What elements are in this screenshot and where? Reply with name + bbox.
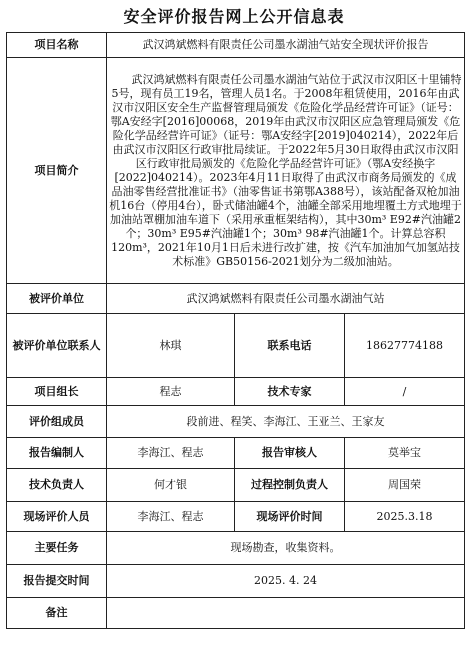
tech-label: 技术负责人 <box>7 469 107 502</box>
row-compile <box>7 438 465 469</box>
onsite-time-label: 现场评价时间 <box>235 502 345 532</box>
project-name-label: 项目名称 <box>7 33 107 58</box>
row-summary <box>7 58 465 284</box>
onsite-value: 李海江、程志 <box>107 502 235 532</box>
row-tasks <box>7 532 465 565</box>
remarks-label: 备注 <box>7 598 107 629</box>
expert-label: 技术专家 <box>235 378 345 406</box>
phone-label: 联系电话 <box>235 314 345 378</box>
info-table <box>6 32 465 629</box>
process-label: 过程控制负责人 <box>235 469 345 502</box>
project-name-value: 武汉鸿斌燃料有限责任公司墨水湖油气站安全现状评价报告 <box>107 33 465 58</box>
page-title: 安全评价报告网上公开信息表 <box>123 7 345 26</box>
process-value: 周国荣 <box>345 469 465 502</box>
phone-value: 18627774188 <box>345 314 465 378</box>
review-label: 报告审核人 <box>235 438 345 469</box>
tasks-value: 现场勘查，收集资料。 <box>107 532 465 565</box>
summary-body: 武汉鸿斌燃料有限责任公司墨水湖油气站位于武汉市汉阳区十里铺特5号，现有员工19名，管理人员1名。于2008年租赁使用，2016年由武汉市汉阳区安全生产监督管理局颁发《危险化学品经营许可证》（证号：鄂A安经字[2016]00068，2019年由武汉市汉阳区应急管理局颁发《危险化学品经营许可证》（证号：鄂A安经字[2019]040214），2022年后由武汉市汉阳区行政审批局续证。于2022年5月30日取得由武汉市汉阳区行政审批局颁发的《危险化学品经营许可证》（鄂A安经换字[2022]040214）。2023年4月11日取得了由武汉市商务局颁发的《成品油零售经营批准证书》（油零售证书第鄂A388号），该站配备双枪加油机16台（停用4台），卧式储油罐4个，油罐全部采用地埋覆土方式地埋于加油站罩棚加油车道下（采用承重框架结构），其中30m³ E92#汽油罐2个；30m³ E95#汽油罐1个；30m³ 98#汽油罐1个。计算总容积120m³，2021年10月1日后未进行改扩建，按《汽车加油加气加氢站技术标准》GB50156-2021划分为二级加油站。 <box>109 72 462 268</box>
submit-label: 报告提交时间 <box>7 565 107 598</box>
evaluated-unit-value: 武汉鸿斌燃料有限责任公司墨水湖油气站 <box>107 284 465 314</box>
review-value: 莫举宝 <box>345 438 465 469</box>
summary-text <box>107 58 465 284</box>
row-leader <box>7 378 465 406</box>
remarks-value <box>107 598 465 629</box>
row-project-name <box>7 33 465 58</box>
row-evaluated-unit <box>7 284 465 314</box>
tasks-label: 主要任务 <box>7 532 107 565</box>
compile-value: 李海江、程志 <box>107 438 235 469</box>
tech-value: 何才银 <box>107 469 235 502</box>
members-label: 评价组成员 <box>7 406 107 438</box>
submit-value: 2025. 4. 24 <box>107 565 465 598</box>
contact-value: 林琪 <box>107 314 235 378</box>
row-submit <box>7 565 465 598</box>
leader-label: 项目组长 <box>7 378 107 406</box>
evaluated-unit-label: 被评价单位 <box>7 284 107 314</box>
row-contact <box>7 314 465 378</box>
row-remarks <box>7 598 465 629</box>
summary-label: 项目简介 <box>7 58 107 284</box>
row-members <box>7 406 465 438</box>
onsite-label: 现场评价人员 <box>7 502 107 532</box>
compile-label: 报告编制人 <box>7 438 107 469</box>
expert-value: / <box>345 378 465 406</box>
row-tech <box>7 469 465 502</box>
row-onsite <box>7 502 465 532</box>
leader-value: 程志 <box>107 378 235 406</box>
contact-label: 被评价单位联系人 <box>7 314 107 378</box>
members-value: 段前进、程笑、李海江、王亚兰、王家友 <box>107 406 465 438</box>
onsite-time-value: 2025.3.18 <box>345 502 465 532</box>
